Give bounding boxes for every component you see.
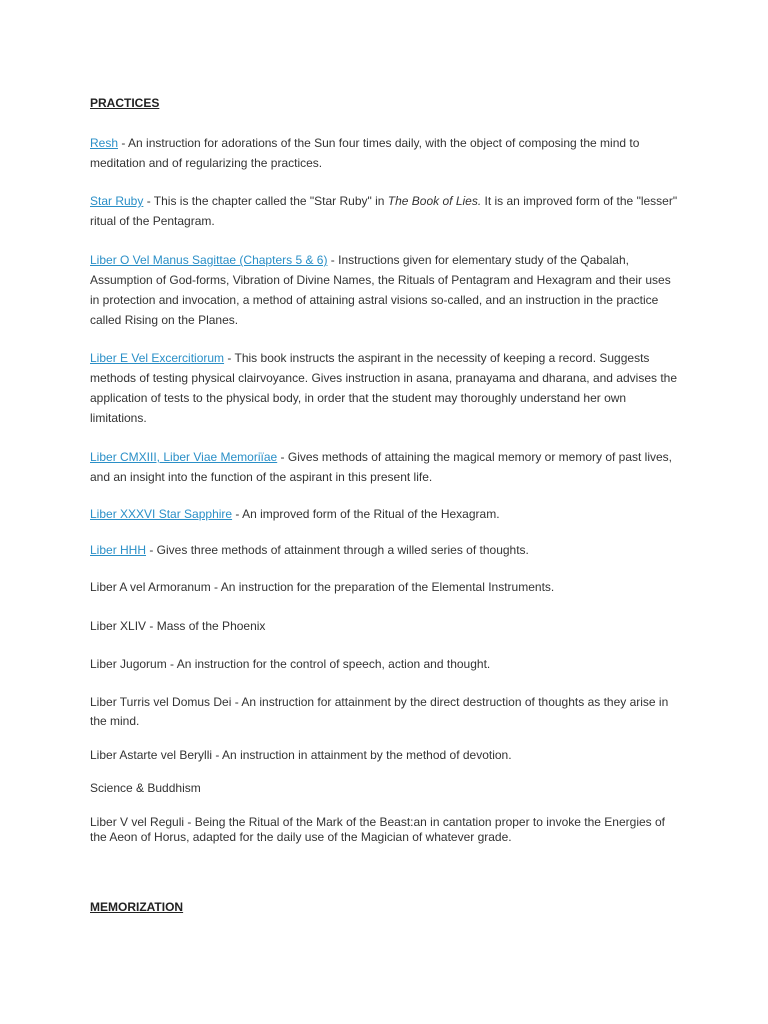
link-liber-hhh[interactable]: Liber HHH	[90, 543, 147, 557]
entry-star-ruby-text-after: It is an improved form of the "lesser" ritual of the Pentagram.	[90, 194, 678, 228]
link-resh[interactable]: Resh	[90, 136, 119, 150]
entry-resh-text: - An instruction for adorations of the Sun four times daily, with the object of composing the mind to meditation and of regularizing the practices.	[90, 136, 640, 170]
entry-liber-o	[90, 250, 682, 330]
entry-liber-e	[90, 348, 682, 428]
entry-star-ruby-text: - This is the chapter called the "Star Ruby" in	[143, 194, 388, 208]
link-liber-cmxiii[interactable]: Liber CMXIII, Liber Viae Memoriïae	[90, 450, 278, 464]
link-star-ruby[interactable]: Star Ruby	[90, 194, 144, 208]
entry-liber-xliv: Liber XLIV - Mass of the Phoenix	[90, 619, 266, 633]
entry-liber-hhh	[90, 540, 682, 560]
entry-liber-cmxiii	[90, 447, 682, 487]
link-liber-xxxvi[interactable]: Liber XXXVI Star Sapphire	[90, 507, 233, 521]
entry-star-ruby	[90, 191, 682, 231]
book-title-italic: The Book of Lies.	[387, 194, 482, 208]
practices-heading: PRACTICES	[90, 96, 160, 110]
link-liber-o[interactable]: Liber O Vel Manus Sagittae (Chapters 5 & 6)	[90, 253, 328, 267]
entry-liber-turris: Liber Turris vel Domus Dei - An instruction for attainment by the direct destruction of thoughts as they arise in the mind.	[90, 695, 669, 728]
document-page	[90, 0, 690, 1024]
entry-liber-astarte: Liber Astarte vel Berylli - An instruction in attainment by the method of devotion.	[90, 748, 512, 762]
entry-resh	[90, 133, 682, 173]
entry-liber-a: Liber A vel Armoranum - An instruction for the preparation of the Elemental Instruments.	[90, 580, 555, 594]
entry-liber-v: Liber V vel Reguli - Being the Ritual of the Mark of the Beast:an in cantation proper to invoke the Energies of the Aeon of Horus, adapted for the daily use of the Magician of whatever grade.	[90, 815, 665, 844]
entry-liber-xxxvi-text: - An improved form of the Ritual of the Hexagram.	[232, 507, 500, 521]
entry-liber-e-text: - This book instructs the aspirant in the necessity of keeping a record. Suggests methods of testing physical clairvoyance. Gives instruction in asana, pranayama and dharana, and advises the application of tests to the physical body, in order that the student may thoroughly understand her own limitations.	[90, 351, 678, 425]
entry-liber-o-text: - Instructions given for elementary study of the Qabalah, Assumption of God-forms, Vibration of Divine Names, the Rituals of Pentagram and Hexagram and their uses in protection and invocation, a method of attaining astral visions so-called, and an instruction in the practice called Rising on the Planes.	[90, 253, 671, 327]
entry-liber-hhh-text: - Gives three methods of attainment through a willed series of thoughts.	[146, 543, 529, 557]
entry-liber-xxxvi	[90, 504, 682, 524]
entry-science-buddhism: Science & Buddhism	[90, 781, 201, 795]
entry-liber-cmxiii-text: - Gives methods of attaining the magical memory or memory of past lives, and an insight into the function of the aspirant in this present life.	[90, 450, 673, 484]
memorization-heading: MEMORIZATION	[90, 900, 184, 914]
entry-liber-jugorum: Liber Jugorum - An instruction for the control of speech, action and thought.	[90, 657, 491, 671]
link-liber-e[interactable]: Liber E Vel Excercitiorum	[90, 351, 225, 365]
